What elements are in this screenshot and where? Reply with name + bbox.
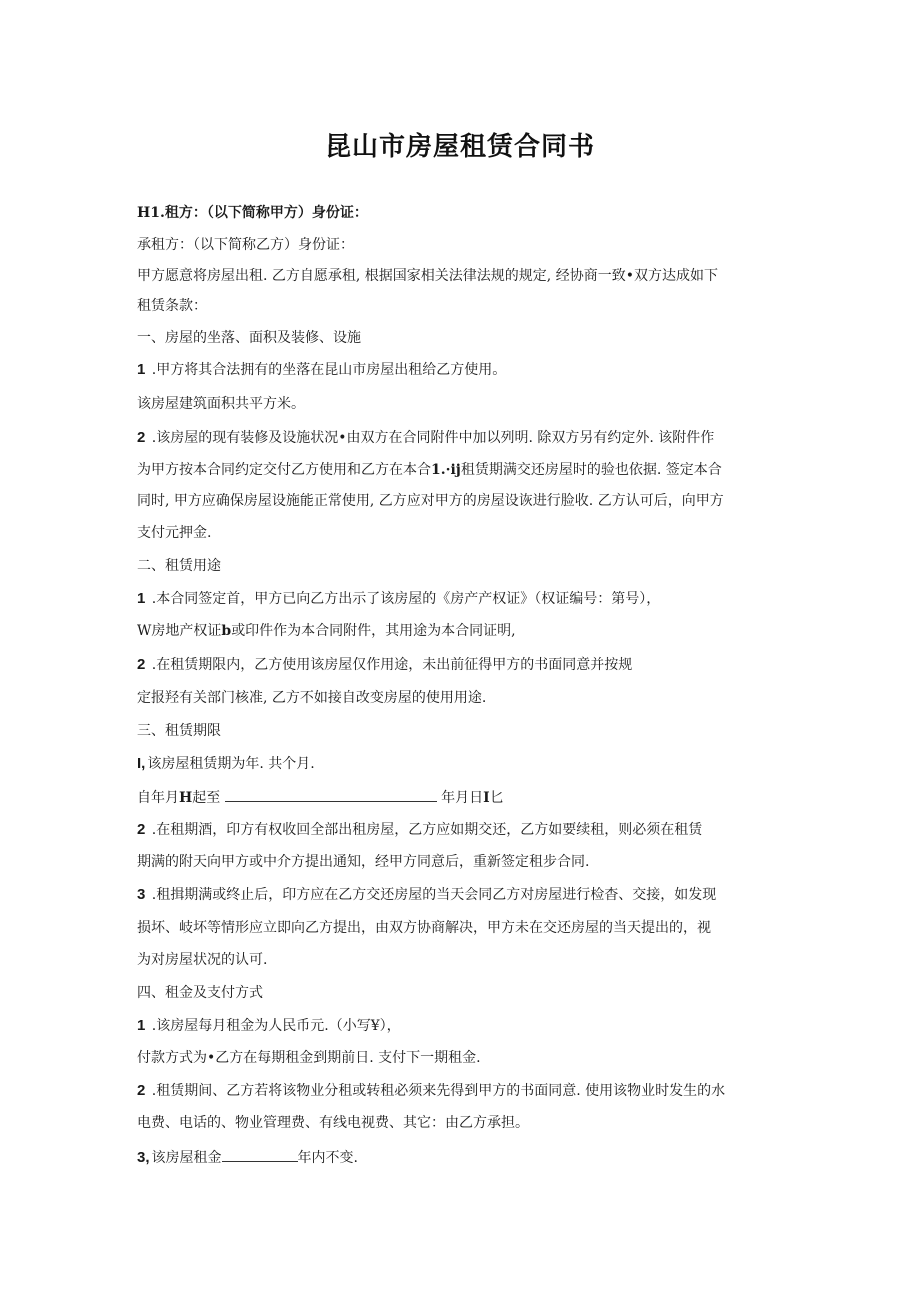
clause-text: 匕 (489, 790, 504, 806)
clause-text: 定报羟有关部门核准, 乙方不如接自改变房屋的使用用途. (137, 690, 487, 706)
clause-text-fragment: 1.·ij (431, 462, 461, 478)
clause-4-3 (137, 1147, 358, 1168)
area-text: 该房屋建筑面积共平方米。 (137, 396, 305, 412)
clause-1-2-cont-3 (137, 523, 211, 543)
clause-number: I, (137, 755, 146, 772)
clause-text-fragment: I (483, 790, 490, 806)
rent-period-blank (222, 1147, 298, 1162)
document-title: 昆山市房屋租赁合同书 (324, 132, 595, 162)
clause-number: 2 (137, 429, 146, 446)
clause-3-3 (137, 885, 716, 905)
clause-text: 为甲方按本合同约定交付乙方使用和乙方在本合 (137, 462, 431, 478)
lessor-text: H1.租方：（以下简称甲方）身份证： (137, 205, 368, 221)
clause-text: W房地产权证 (137, 623, 222, 639)
clause-3-1 (137, 754, 315, 774)
clause-text: 租赁期满交还房屋时的验也依据. 签定本合 (460, 462, 722, 478)
clause-text: 损坏、岐坏等情形应立即向乙方提出，由双方协商解决，甲方未在交还房屋的当天提出的，视 (137, 920, 711, 936)
clause-text: 为对房屋状况的认可. (137, 952, 268, 968)
clause-3-3-cont-2 (137, 950, 267, 970)
clause-4-1 (137, 1016, 401, 1036)
clause-text: 同时, 甲方应确保房屋设施能正常使用, 乙方应对甲方的房屋设诙进行脸收. 乙方认可后，向甲方 (137, 493, 724, 509)
section-heading-4-text: 四、租金及支付方式 (137, 985, 263, 1001)
clause-1-2-cont-2 (137, 491, 724, 511)
lessee-text: 承租方：（以下简称乙方）身份证： (137, 237, 354, 253)
section-heading-3 (137, 721, 221, 741)
clause-number: 1 (137, 1017, 146, 1034)
clause-text: 电费、电话的、物业管理费、有线电视费、其它：由乙方承担。 (137, 1115, 529, 1131)
clause-text-fragment: H (179, 790, 193, 806)
clause-text: 该房屋租金 (151, 1150, 222, 1166)
clause-3-2-cont (137, 852, 589, 872)
lessor-line (137, 203, 368, 223)
clause-1-2 (137, 428, 714, 448)
preamble-text-2: 租赁条款： (137, 298, 207, 314)
section-heading-2-text: 二、租赁用途 (137, 558, 221, 574)
clause-2-2-cont (137, 688, 486, 708)
clause-text: 年内不变. (297, 1150, 358, 1166)
clause-text: .甲方将其合法拥有的坐落在昆山市房屋出租给乙方使用。 (151, 362, 507, 378)
clause-text: 自年月 (137, 790, 179, 806)
section-heading-1 (137, 328, 361, 348)
clause-text: .该房屋每月租金为人民币元.（小写¥）， (151, 1018, 401, 1034)
clause-number: 3 (137, 886, 146, 903)
clause-number: 2 (137, 1082, 146, 1099)
clause-4-2-cont (137, 1113, 529, 1133)
clause-text: 期满的附天向甲方或中介方提出通知，经甲方同意后，重新签定租步合同. (137, 854, 590, 870)
clause-text: .在租期酒，印方有权收回全部出租房屋，乙方应如期交还，乙方如要续租，则必须在租赁 (151, 822, 703, 838)
payment-method-line (137, 1048, 481, 1068)
clause-number: 2 (137, 821, 146, 838)
clause-text: .在租赁期限内，乙方使用该房屋仅作用途，未出前征得甲方的书面同意并按规 (151, 657, 633, 673)
clause-2-1 (137, 589, 660, 609)
preamble-text-1: 甲方愿意将房屋出租. 乙方自愿承租, 根据国家相关法律法规的规定, 经协商一致•双方达成如下 (137, 268, 718, 284)
clause-1-2-cont-1 (137, 460, 722, 480)
clause-text: .租赁期间、乙方若将该物业分租或转租必须来先得到甲方的书面同意. 使用该物业时发生的水 (151, 1083, 726, 1099)
section-heading-2 (137, 556, 221, 576)
clause-text: 起至 (192, 790, 221, 806)
clause-text: 付款方式为•乙方在每期租金到期前日. 支付下一期租金. (137, 1050, 481, 1066)
clause-text: 支付元押金. (137, 525, 212, 541)
clause-number: 2 (137, 656, 146, 673)
clause-3-2 (137, 820, 702, 840)
clause-4-2 (137, 1081, 725, 1101)
clause-text: 或印件作为本合同附件，其用途为本合同证明, (231, 623, 516, 639)
term-dates-line (137, 787, 504, 808)
section-heading-1-text: 一、房屋的坐落、面积及装修、设施 (137, 330, 361, 346)
clause-number: 1 (137, 361, 146, 378)
preamble-line-1 (137, 266, 718, 286)
term-end-blank (225, 787, 437, 802)
area-line (137, 394, 305, 414)
clause-2-2 (137, 655, 632, 675)
clause-text: .租揖期满或终止后，印方应在乙方交还房屋的当天会同乙方对房屋进行检杳、交接，如发现 (151, 887, 717, 903)
clause-number: 1 (137, 590, 146, 607)
clause-2-1-cont (137, 621, 516, 641)
clause-1-1 (137, 360, 506, 380)
clause-text: .本合同签定首，甲方已向乙方出示了该房屋的《房产产权证》（权证编号：第号）， (151, 591, 661, 607)
preamble-line-2 (137, 296, 207, 316)
section-heading-4 (137, 983, 263, 1003)
clause-number: 3, (137, 1149, 150, 1166)
lessee-line (137, 235, 354, 255)
section-heading-3-text: 三、租赁期限 (137, 723, 221, 739)
clause-text: 该房屋租赁期为年. 共个月. (147, 756, 315, 772)
clause-3-3-cont-1 (137, 918, 711, 938)
clause-text-fragment: b (221, 623, 232, 639)
clause-text: .该房屋的现有装修及设施状况•由双方在合同附件中加以列明. 除双方另有约定外. 该附件作 (151, 430, 715, 446)
clause-text: 年月日 (441, 790, 484, 806)
